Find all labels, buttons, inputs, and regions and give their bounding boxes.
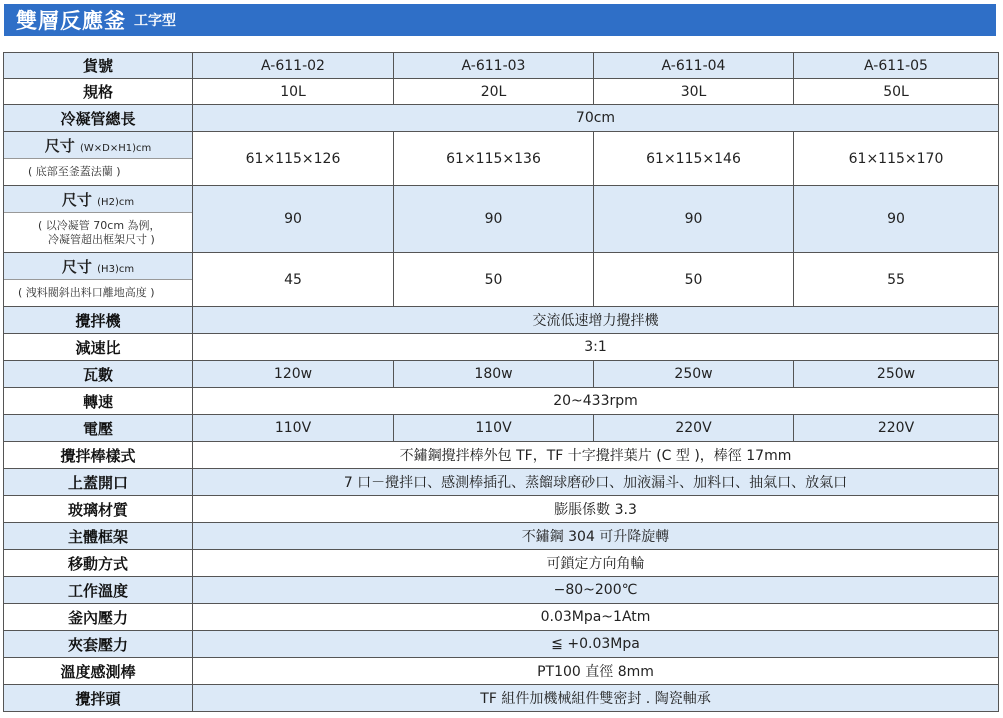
cell: 20~433rpm <box>193 388 999 415</box>
spec-table <box>3 52 999 712</box>
row-watt <box>4 361 999 388</box>
row-head <box>4 685 999 712</box>
row-model <box>4 53 999 79</box>
row-speed <box>4 388 999 415</box>
label-unit: (W×D×H1)cm <box>79 142 152 154</box>
row-label: 瓦數 <box>4 361 193 388</box>
cell: −80~200℃ <box>193 577 999 604</box>
row-label: 規格 <box>4 79 193 105</box>
cell: 250w <box>594 361 794 388</box>
row-label: 減速比 <box>4 334 193 361</box>
cell: 110V <box>394 415 594 442</box>
cell: 3:1 <box>193 334 999 361</box>
row-lid <box>4 469 999 496</box>
cell: 10L <box>193 79 394 105</box>
label-unit: (H2)cm <box>97 196 135 208</box>
cell: 61×115×146 <box>594 132 794 186</box>
cell: 7 口－攪拌口、感測棒插孔、蒸餾球磨砂口、加液漏斗、加料口、抽氣口、放氣口 <box>193 469 999 496</box>
cell: ≦ +0.03Mpa <box>193 631 999 658</box>
label-text: 尺寸 <box>44 136 75 155</box>
row-frame <box>4 523 999 550</box>
page-header <box>4 4 996 36</box>
cell: A-611-03 <box>394 53 594 79</box>
cell: 220V <box>594 415 794 442</box>
page-title: 雙層反應釜 <box>16 9 126 33</box>
row-glass <box>4 496 999 523</box>
cell: 45 <box>193 253 394 307</box>
row-label: 攪拌機 <box>4 307 193 334</box>
row-size2 <box>4 186 999 253</box>
cell: PT100 直徑 8mm <box>193 658 999 685</box>
cell: 250w <box>794 361 999 388</box>
page-subtitle: 工字型 <box>134 13 176 29</box>
cell: 90 <box>594 186 794 253</box>
cell: A-611-02 <box>193 53 394 79</box>
row-size3 <box>4 253 999 307</box>
row-label: 電壓 <box>4 415 193 442</box>
row-condenser <box>4 105 999 132</box>
row-label: 釜內壓力 <box>4 604 193 631</box>
row-label <box>4 132 193 186</box>
row-label: 玻璃材質 <box>4 496 193 523</box>
cell: 70cm <box>193 105 999 132</box>
row-temp <box>4 577 999 604</box>
row-pressure <box>4 604 999 631</box>
row-spec <box>4 79 999 105</box>
cell: 膨脹係數 3.3 <box>193 496 999 523</box>
cell: 90 <box>794 186 999 253</box>
row-label: 溫度感測棒 <box>4 658 193 685</box>
cell: 可鎖定方向角輪 <box>193 550 999 577</box>
row-label: 轉速 <box>4 388 193 415</box>
cell: 180w <box>394 361 594 388</box>
label-note: 冷凝管超出框架尺寸 ) <box>48 232 155 246</box>
label-text: 尺寸 <box>61 257 92 276</box>
row-label: 攪拌棒樣式 <box>4 442 193 469</box>
cell: 220V <box>794 415 999 442</box>
row-move <box>4 550 999 577</box>
cell: A-611-04 <box>594 53 794 79</box>
row-label: 工作溫度 <box>4 577 193 604</box>
label-note: ( 底部至釜蓋法蘭 ) <box>28 165 121 178</box>
cell: 不鏽鋼 304 可升降旋轉 <box>193 523 999 550</box>
row-label: 移動方式 <box>4 550 193 577</box>
label-note: ( 以冷凝管 70cm 為例， <box>38 218 161 232</box>
cell: A-611-05 <box>794 53 999 79</box>
row-label <box>4 253 193 307</box>
row-label: 攪拌頭 <box>4 685 193 712</box>
label-unit: (H3)cm <box>97 263 135 275</box>
row-label: 上蓋開口 <box>4 469 193 496</box>
row-label: 主體框架 <box>4 523 193 550</box>
cell: 50L <box>794 79 999 105</box>
row-sensor <box>4 658 999 685</box>
label-text: 尺寸 <box>61 190 92 209</box>
row-jacket <box>4 631 999 658</box>
cell: TF 組件加機械組件雙密封 . 陶瓷軸承 <box>193 685 999 712</box>
row-label: 夾套壓力 <box>4 631 193 658</box>
cell: 30L <box>594 79 794 105</box>
cell: 90 <box>394 186 594 253</box>
cell: 120w <box>193 361 394 388</box>
cell: 50 <box>594 253 794 307</box>
cell: 不鏽鋼攪拌棒外包 TF，TF 十字攪拌葉片 (C 型 )，棒徑 17mm <box>193 442 999 469</box>
row-stirrer <box>4 442 999 469</box>
row-label: 貨號 <box>4 53 193 79</box>
row-label: 冷凝管總長 <box>4 105 193 132</box>
cell: 61×115×126 <box>193 132 394 186</box>
cell: 90 <box>193 186 394 253</box>
row-voltage <box>4 415 999 442</box>
cell: 110V <box>193 415 394 442</box>
row-label <box>4 186 193 253</box>
cell: 61×115×136 <box>394 132 594 186</box>
cell: 交流低速增力攪拌機 <box>193 307 999 334</box>
label-note: ( 洩料閥斜出料口離地高度 ) <box>18 286 155 299</box>
row-mixer <box>4 307 999 334</box>
cell: 55 <box>794 253 999 307</box>
cell: 50 <box>394 253 594 307</box>
row-size1 <box>4 132 999 186</box>
cell: 20L <box>394 79 594 105</box>
row-ratio <box>4 334 999 361</box>
cell: 0.03Mpa~1Atm <box>193 604 999 631</box>
cell: 61×115×170 <box>794 132 999 186</box>
